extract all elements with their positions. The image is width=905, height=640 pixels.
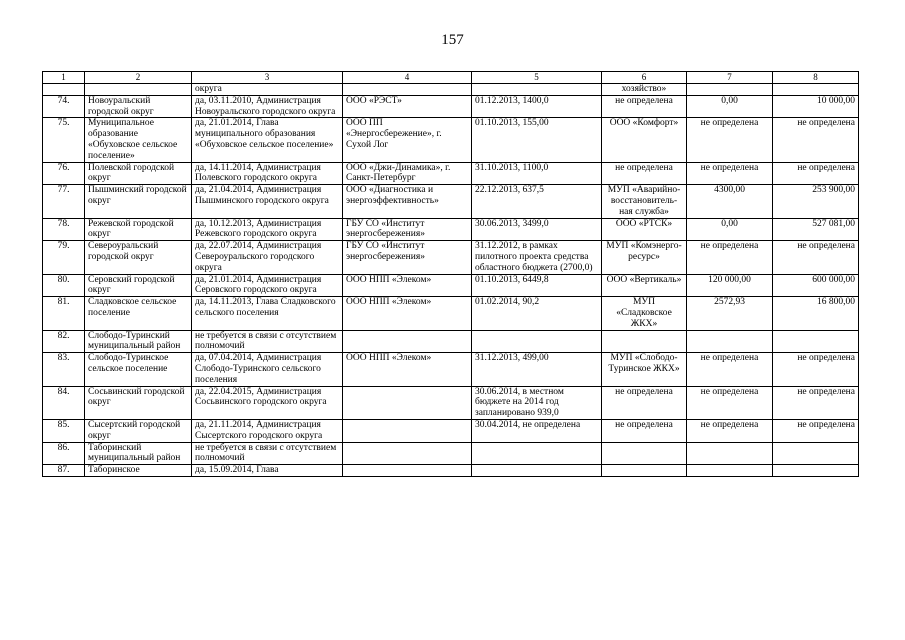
table-cell-col7 — [687, 83, 773, 95]
table-cell-col7: 0,00 — [687, 218, 773, 241]
table-cell-col6: хозяйство» — [602, 83, 687, 95]
table-row — [43, 274, 859, 297]
table-cell-col1: 77. — [43, 185, 85, 218]
table-cell-col7: не определена — [687, 162, 773, 185]
table-cell-col7: 120 000,00 — [687, 274, 773, 297]
page-number: 157 — [441, 32, 464, 48]
table-cell-col6: ООО «Комфорт» — [602, 118, 687, 162]
table-cell-col3: да, 03.11.2010, Администрация Новоуральского городского округа — [192, 95, 343, 118]
table-cell-col2: Таборинское — [85, 465, 192, 477]
table-cell-col6: МУП «Аварийно-восстановитель-ная служба» — [602, 185, 687, 218]
table-cell-col7 — [687, 442, 773, 465]
table-cell-col3: да, 07.04.2014, Администрация Слободо-Туринского сельского поселения — [192, 353, 343, 386]
table-row — [43, 162, 859, 185]
table-cell-col8: 527 081,00 — [773, 218, 859, 241]
table-cell-col7: не определена — [687, 241, 773, 274]
table-cell-col8: не определена — [773, 419, 859, 442]
registry-table — [42, 71, 859, 477]
table-body — [43, 72, 859, 477]
table-cell-col5: 01.02.2014, 90,2 — [472, 297, 602, 330]
table-cell-col7: не определена — [687, 386, 773, 419]
table-cell-col6: 6 — [602, 72, 687, 84]
table-cell-col5 — [472, 465, 602, 477]
table-cell-col4 — [343, 465, 472, 477]
table-cell-col5: 31.12.2012, в рамках пилотного проекта средства областного бюджета (2700,0) — [472, 241, 602, 274]
table-cell-col5 — [472, 330, 602, 353]
table-cell-col3: да, 14.11.2013, Глава Сладковского сельского поселения — [192, 297, 343, 330]
table-cell-col6 — [602, 442, 687, 465]
table-cell-col1: 84. — [43, 386, 85, 419]
table-cell-col6: не определена — [602, 95, 687, 118]
table-cell-col2: Серовский городской округ — [85, 274, 192, 297]
table-cell-col5: 30.06.2013, 3499,0 — [472, 218, 602, 241]
table-cell-col2: Режевской городской округ — [85, 218, 192, 241]
table-row — [43, 353, 859, 386]
table-cell-col8: 8 — [773, 72, 859, 84]
table-cell-col5: 01.10.2013, 6449,8 — [472, 274, 602, 297]
table-cell-col7: не определена — [687, 353, 773, 386]
table-cell-col3: да, 21.01.2014, Администрация Серовского городского округа — [192, 274, 343, 297]
table-cell-col6: МУП «Слободо-Туринское ЖКХ» — [602, 353, 687, 386]
table-cell-col1 — [43, 83, 85, 95]
table-cell-col1: 87. — [43, 465, 85, 477]
table-cell-col7: 4300,00 — [687, 185, 773, 218]
table-row — [43, 218, 859, 241]
table-cell-col6 — [602, 465, 687, 477]
table-cell-col2 — [85, 83, 192, 95]
table-cell-col8: не определена — [773, 386, 859, 419]
table-cell-col4: ООО «Джи-Динамика», г. Санкт-Петербург — [343, 162, 472, 185]
table-cell-col1: 74. — [43, 95, 85, 118]
table-cell-col8: не определена — [773, 353, 859, 386]
table-row — [43, 330, 859, 353]
table-cell-col6: МУП «Комэнерго-ресурс» — [602, 241, 687, 274]
table-cell-col1: 1 — [43, 72, 85, 84]
table-cell-col2: Сысертский городской округ — [85, 419, 192, 442]
table-cell-col1: 76. — [43, 162, 85, 185]
table-cell-col6: не определена — [602, 386, 687, 419]
table-cell-col2: Североуральский городской округ — [85, 241, 192, 274]
table-cell-col8 — [773, 83, 859, 95]
table-cell-col7 — [687, 330, 773, 353]
table-cell-col2: 2 — [85, 72, 192, 84]
continuation-row — [43, 83, 859, 95]
table-cell-col2: Муниципальное образование «Обуховское сельское поселение» — [85, 118, 192, 162]
table-cell-col2: Таборинский муниципальный район — [85, 442, 192, 465]
table-cell-col3: да, 21.01.2014, Глава муниципального образования «Обуховское сельское поселение» — [192, 118, 343, 162]
table-cell-col4 — [343, 83, 472, 95]
table-cell-col1: 85. — [43, 419, 85, 442]
table-row — [43, 118, 859, 162]
table-cell-col4 — [343, 442, 472, 465]
table-cell-col4 — [343, 330, 472, 353]
table-cell-col5: 31.10.2013, 1100,0 — [472, 162, 602, 185]
table-row — [43, 297, 859, 330]
table-cell-col1: 75. — [43, 118, 85, 162]
table-cell-col3: да, 21.11.2014, Администрация Сысертского городского округа — [192, 419, 343, 442]
table-cell-col3: не требуется в связи с отсутствием полномочий — [192, 442, 343, 465]
table-cell-col3: да, 10.12.2013, Администрация Режевского городского округа — [192, 218, 343, 241]
table-cell-col6 — [602, 330, 687, 353]
table-row — [43, 241, 859, 274]
table-cell-col4: ООО НПП «Элеком» — [343, 353, 472, 386]
table-cell-col7: 0,00 — [687, 95, 773, 118]
table-cell-col8: не определена — [773, 162, 859, 185]
table-cell-col5: 5 — [472, 72, 602, 84]
table-cell-col7: не определена — [687, 118, 773, 162]
table-cell-col7: 7 — [687, 72, 773, 84]
table-cell-col8: не определена — [773, 241, 859, 274]
table-cell-col6: не определена — [602, 419, 687, 442]
table-cell-col2: Новоуральский городской округ — [85, 95, 192, 118]
table-cell-col3: да, 21.04.2014, Администрация Пышминского городского округа — [192, 185, 343, 218]
table-cell-col4: ООО «РЭСТ» — [343, 95, 472, 118]
table-cell-col3: да, 15.09.2014, Глава — [192, 465, 343, 477]
table-cell-col3: 3 — [192, 72, 343, 84]
table-cell-col8: не определена — [773, 118, 859, 162]
table-cell-col5: 30.04.2014, не определена — [472, 419, 602, 442]
table-cell-col2: Сосьвинский городской округ — [85, 386, 192, 419]
table-cell-col3: да, 22.07.2014, Администрация Североуральского городского округа — [192, 241, 343, 274]
table-cell-col2: Слободо-Туринское сельское поселение — [85, 353, 192, 386]
table-row — [43, 185, 859, 218]
table-cell-col1: 82. — [43, 330, 85, 353]
table-cell-col6: не определена — [602, 162, 687, 185]
table-cell-col1: 81. — [43, 297, 85, 330]
table-cell-col4: ООО НПП «Элеком» — [343, 297, 472, 330]
table-cell-col8 — [773, 465, 859, 477]
table-cell-col3: да, 14.11.2014, Администрация Полевского городского округа — [192, 162, 343, 185]
table-cell-col4: 4 — [343, 72, 472, 84]
table-cell-col7 — [687, 465, 773, 477]
table-cell-col1: 80. — [43, 274, 85, 297]
table-cell-col2: Сладковское сельское поселение — [85, 297, 192, 330]
table-cell-col5 — [472, 442, 602, 465]
table-cell-col4: ООО НПП «Элеком» — [343, 274, 472, 297]
table-row — [43, 442, 859, 465]
table-cell-col1: 79. — [43, 241, 85, 274]
table-cell-col8: 253 900,00 — [773, 185, 859, 218]
table-row — [43, 419, 859, 442]
table-cell-col6: ООО «РТСК» — [602, 218, 687, 241]
table-cell-col5: 22.12.2013, 637,5 — [472, 185, 602, 218]
table-cell-col4: ГБУ СО «Институт энергосбережения» — [343, 218, 472, 241]
table-cell-col8: 16 800,00 — [773, 297, 859, 330]
table-cell-col8: 10 000,00 — [773, 95, 859, 118]
table-cell-col6: МУП «Сладковское ЖКХ» — [602, 297, 687, 330]
table-row — [43, 465, 859, 477]
table-cell-col4: ООО ПП «Энергосбережение», г. Сухой Лог — [343, 118, 472, 162]
header-row — [43, 72, 859, 84]
table-cell-col6: ООО «Вертикаль» — [602, 274, 687, 297]
table-cell-col7: не определена — [687, 419, 773, 442]
table-cell-col2: Полевской городской округ — [85, 162, 192, 185]
table-cell-col4 — [343, 419, 472, 442]
table-cell-col5: 30.06.2014, в местном бюджете на 2014 год запланировано 939,0 — [472, 386, 602, 419]
table-cell-col3: округа — [192, 83, 343, 95]
table-cell-col8: 600 000,00 — [773, 274, 859, 297]
table-cell-col1: 78. — [43, 218, 85, 241]
table-cell-col8 — [773, 330, 859, 353]
table-cell-col2: Пышминский городской округ — [85, 185, 192, 218]
table-cell-col7: 2572,93 — [687, 297, 773, 330]
table-cell-col4: ООО «Диагностика и энергоэффективность» — [343, 185, 472, 218]
table-cell-col2: Слободо-Туринский муниципальный район — [85, 330, 192, 353]
table-row — [43, 386, 859, 419]
table-cell-col3: да, 22.04.2015, Администрация Сосьвинского городского округа — [192, 386, 343, 419]
table-cell-col5: 01.12.2013, 1400,0 — [472, 95, 602, 118]
table-cell-col1: 86. — [43, 442, 85, 465]
table-row — [43, 95, 859, 118]
table-cell-col5: 31.12.2013, 499,00 — [472, 353, 602, 386]
table-cell-col5: 01.10.2013, 155,00 — [472, 118, 602, 162]
table-cell-col4: ГБУ СО «Институт энергосбережения» — [343, 241, 472, 274]
table-cell-col5 — [472, 83, 602, 95]
table-cell-col4 — [343, 386, 472, 419]
table-cell-col3: не требуется в связи с отсутствием полномочий — [192, 330, 343, 353]
table-cell-col1: 83. — [43, 353, 85, 386]
table-cell-col8 — [773, 442, 859, 465]
